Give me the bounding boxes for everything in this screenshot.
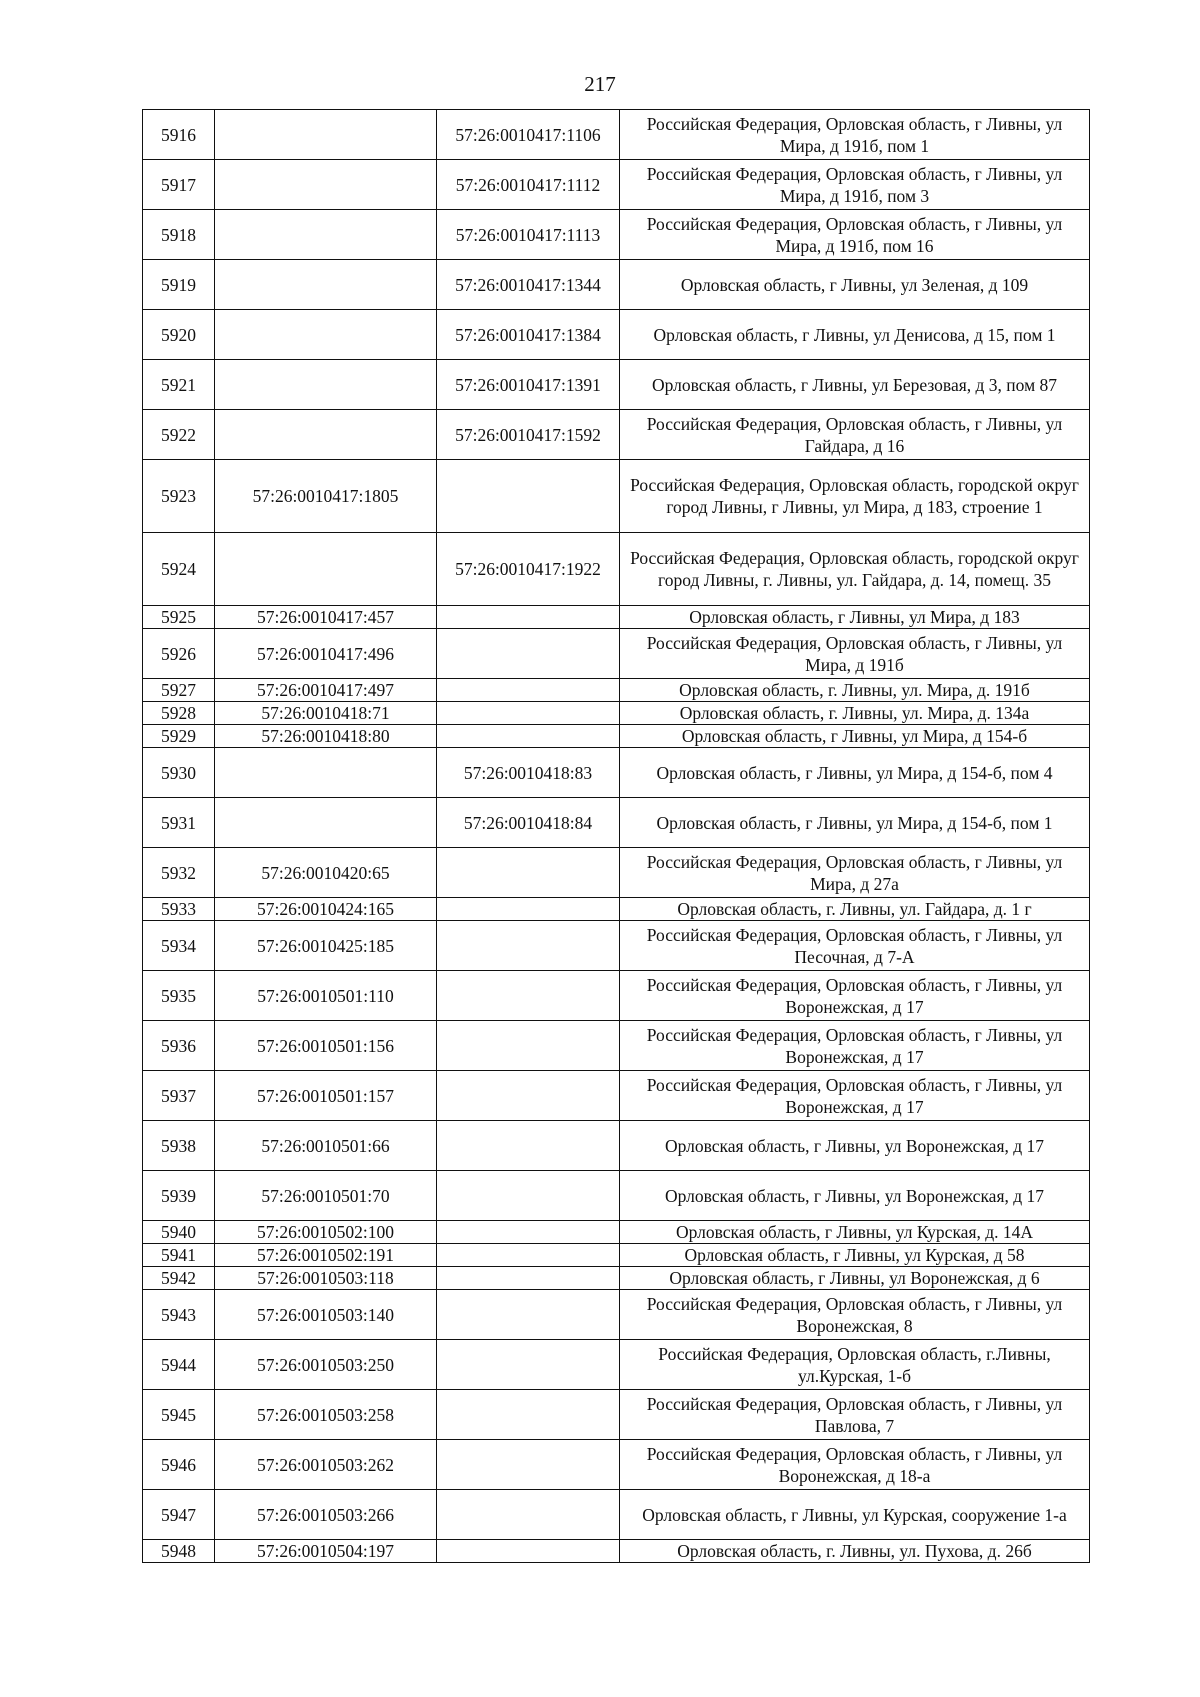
cadastral-number-cell: 57:26:0010502:191 (215, 1244, 437, 1267)
table-row (143, 629, 1090, 679)
table-row (143, 1490, 1090, 1540)
registry-table (142, 109, 1090, 1563)
row-number-cell: 5936 (143, 1021, 215, 1071)
address-cell: Орловская область, г Ливны, ул Воронежская, д 17 (620, 1121, 1090, 1171)
row-number-cell: 5939 (143, 1171, 215, 1221)
address-cell: Российская Федерация, Орловская область, г Ливны, ул Гайдара, д 16 (620, 410, 1090, 460)
cadastral-number-cell: 57:26:0010503:140 (215, 1290, 437, 1340)
cadastral-number-alt-cell (437, 1071, 620, 1121)
address-cell: Российская Федерация, Орловская область, г Ливны, ул Мира, д 27а (620, 848, 1090, 898)
address-cell: Российская Федерация, Орловская область, г Ливны, ул Воронежская, д 18-а (620, 1440, 1090, 1490)
cadastral-number-alt-cell (437, 921, 620, 971)
cadastral-number-alt-cell (437, 898, 620, 921)
address-cell: Российская Федерация, Орловская область, г Ливны, ул Воронежская, д 17 (620, 1021, 1090, 1071)
cadastral-number-cell: 57:26:0010503:250 (215, 1340, 437, 1390)
cadastral-number-alt-cell: 57:26:0010417:1106 (437, 110, 620, 160)
cadastral-number-alt-cell: 57:26:0010418:83 (437, 748, 620, 798)
cadastral-number-alt-cell: 57:26:0010417:1391 (437, 360, 620, 410)
cadastral-number-cell: 57:26:0010501:157 (215, 1071, 437, 1121)
cadastral-number-cell: 57:26:0010504:197 (215, 1540, 437, 1563)
address-cell: Российская Федерация, Орловская область, г Ливны, ул Мира, д 191б, пом 3 (620, 160, 1090, 210)
address-cell: Российская Федерация, Орловская область, городской округ город Ливны, г Ливны, ул Мира, д 183, строение 1 (620, 460, 1090, 533)
address-cell: Российская Федерация, Орловская область, г Ливны, ул Мира, д 191б (620, 629, 1090, 679)
row-number-cell: 5943 (143, 1290, 215, 1340)
cadastral-number-cell (215, 798, 437, 848)
row-number-cell: 5938 (143, 1121, 215, 1171)
cadastral-number-cell (215, 310, 437, 360)
table-row (143, 1340, 1090, 1390)
cadastral-number-cell (215, 210, 437, 260)
cadastral-number-alt-cell (437, 679, 620, 702)
table-row (143, 1171, 1090, 1221)
cadastral-number-alt-cell (437, 1290, 620, 1340)
cadastral-number-alt-cell (437, 1244, 620, 1267)
cadastral-number-alt-cell (437, 848, 620, 898)
cadastral-number-alt-cell (437, 606, 620, 629)
cadastral-number-cell: 57:26:0010418:80 (215, 725, 437, 748)
cadastral-number-alt-cell (437, 971, 620, 1021)
table-row (143, 971, 1090, 1021)
cadastral-number-cell (215, 110, 437, 160)
table-row (143, 1021, 1090, 1071)
table-row (143, 110, 1090, 160)
cadastral-number-alt-cell (437, 629, 620, 679)
cadastral-number-cell (215, 360, 437, 410)
address-cell: Российская Федерация, Орловская область, г Ливны, ул Мира, д 191б, пом 16 (620, 210, 1090, 260)
cadastral-number-alt-cell (437, 1021, 620, 1071)
table-row (143, 160, 1090, 210)
row-number-cell: 5948 (143, 1540, 215, 1563)
row-number-cell: 5941 (143, 1244, 215, 1267)
row-number-cell: 5940 (143, 1221, 215, 1244)
cadastral-number-cell: 57:26:0010417:1805 (215, 460, 437, 533)
cadastral-number-alt-cell: 57:26:0010417:1113 (437, 210, 620, 260)
cadastral-number-cell: 57:26:0010420:65 (215, 848, 437, 898)
address-cell: Орловская область, г Ливны, ул Воронежская, д 6 (620, 1267, 1090, 1290)
address-cell: Орловская область, г. Ливны, ул. Мира, д. 134а (620, 702, 1090, 725)
cadastral-number-cell (215, 533, 437, 606)
table-row (143, 1221, 1090, 1244)
row-number-cell: 5920 (143, 310, 215, 360)
table-row (143, 1244, 1090, 1267)
address-cell: Орловская область, г Ливны, ул Мира, д 154-б, пом 4 (620, 748, 1090, 798)
row-number-cell: 5918 (143, 210, 215, 260)
table-row (143, 848, 1090, 898)
row-number-cell: 5947 (143, 1490, 215, 1540)
row-number-cell: 5930 (143, 748, 215, 798)
row-number-cell: 5931 (143, 798, 215, 848)
row-number-cell: 5924 (143, 533, 215, 606)
cadastral-number-cell: 57:26:0010501:110 (215, 971, 437, 1021)
cadastral-number-cell: 57:26:0010424:165 (215, 898, 437, 921)
row-number-cell: 5935 (143, 971, 215, 1021)
cadastral-number-cell: 57:26:0010417:496 (215, 629, 437, 679)
page-number: 217 (584, 72, 616, 96)
address-cell: Орловская область, г Ливны, ул Березовая, д 3, пом 87 (620, 360, 1090, 410)
address-cell: Российская Федерация, Орловская область, г Ливны, ул Павлова, 7 (620, 1390, 1090, 1440)
row-number-cell: 5933 (143, 898, 215, 921)
address-cell: Орловская область, г Ливны, ул Мира, д 183 (620, 606, 1090, 629)
table-row (143, 533, 1090, 606)
cadastral-number-alt-cell (437, 702, 620, 725)
cadastral-number-cell: 57:26:0010501:156 (215, 1021, 437, 1071)
address-cell: Орловская область, г Ливны, ул Курская, сооружение 1-а (620, 1490, 1090, 1540)
row-number-cell: 5919 (143, 260, 215, 310)
cadastral-number-alt-cell (437, 460, 620, 533)
table-row (143, 1440, 1090, 1490)
address-cell: Российская Федерация, Орловская область, городской округ город Ливны, г. Ливны, ул. Гайдара, д. 14, помещ. 35 (620, 533, 1090, 606)
row-number-cell: 5922 (143, 410, 215, 460)
address-cell: Российская Федерация, Орловская область, г Ливны, ул Песочная, д 7-А (620, 921, 1090, 971)
cadastral-number-alt-cell (437, 1121, 620, 1171)
row-number-cell: 5917 (143, 160, 215, 210)
table-row (143, 210, 1090, 260)
address-cell: Орловская область, г Ливны, ул Курская, д. 14А (620, 1221, 1090, 1244)
table-row (143, 725, 1090, 748)
table-row (143, 260, 1090, 310)
address-cell: Орловская область, г. Ливны, ул. Гайдара, д. 1 г (620, 898, 1090, 921)
address-cell: Орловская область, г. Ливны, ул. Мира, д. 191б (620, 679, 1090, 702)
cadastral-number-cell: 57:26:0010503:258 (215, 1390, 437, 1440)
cadastral-number-alt-cell (437, 1267, 620, 1290)
address-cell: Российская Федерация, Орловская область, г.Ливны, ул.Курская, 1-б (620, 1340, 1090, 1390)
row-number-cell: 5944 (143, 1340, 215, 1390)
cadastral-number-cell (215, 260, 437, 310)
table-row (143, 679, 1090, 702)
cadastral-number-alt-cell (437, 725, 620, 748)
row-number-cell: 5942 (143, 1267, 215, 1290)
table-row (143, 1540, 1090, 1563)
table-row (143, 1390, 1090, 1440)
cadastral-number-alt-cell (437, 1390, 620, 1440)
table-row (143, 921, 1090, 971)
cadastral-number-cell: 57:26:0010417:457 (215, 606, 437, 629)
cadastral-number-cell (215, 160, 437, 210)
cadastral-number-alt-cell: 57:26:0010417:1592 (437, 410, 620, 460)
cadastral-number-cell: 57:26:0010425:185 (215, 921, 437, 971)
address-cell: Орловская область, г Ливны, ул Воронежская, д 17 (620, 1171, 1090, 1221)
cadastral-number-cell: 57:26:0010502:100 (215, 1221, 437, 1244)
table-row (143, 798, 1090, 848)
address-cell: Орловская область, г Ливны, ул Курская, д 58 (620, 1244, 1090, 1267)
registry-table-body (143, 110, 1090, 1563)
address-cell: Российская Федерация, Орловская область, г Ливны, ул Воронежская, 8 (620, 1290, 1090, 1340)
address-cell: Орловская область, г Ливны, ул Зеленая, д 109 (620, 260, 1090, 310)
table-row (143, 898, 1090, 921)
table-row (143, 360, 1090, 410)
cadastral-number-cell (215, 748, 437, 798)
cadastral-number-alt-cell (437, 1540, 620, 1563)
row-number-cell: 5926 (143, 629, 215, 679)
table-row (143, 1267, 1090, 1290)
cadastral-number-cell: 57:26:0010501:66 (215, 1121, 437, 1171)
row-number-cell: 5945 (143, 1390, 215, 1440)
row-number-cell: 5932 (143, 848, 215, 898)
row-number-cell: 5946 (143, 1440, 215, 1490)
table-row (143, 1071, 1090, 1121)
row-number-cell: 5921 (143, 360, 215, 410)
address-cell: Орловская область, г Ливны, ул Мира, д 154-б, пом 1 (620, 798, 1090, 848)
address-cell: Российская Федерация, Орловская область, г Ливны, ул Мира, д 191б, пом 1 (620, 110, 1090, 160)
row-number-cell: 5937 (143, 1071, 215, 1121)
row-number-cell: 5934 (143, 921, 215, 971)
cadastral-number-cell: 57:26:0010417:497 (215, 679, 437, 702)
cadastral-number-alt-cell: 57:26:0010418:84 (437, 798, 620, 848)
cadastral-number-cell (215, 410, 437, 460)
cadastral-number-cell: 57:26:0010503:118 (215, 1267, 437, 1290)
address-cell: Орловская область, г Ливны, ул Мира, д 154-б (620, 725, 1090, 748)
cadastral-number-alt-cell: 57:26:0010417:1344 (437, 260, 620, 310)
address-cell: Российская Федерация, Орловская область, г Ливны, ул Воронежская, д 17 (620, 1071, 1090, 1121)
table-row (143, 1290, 1090, 1340)
cadastral-number-cell: 57:26:0010503:262 (215, 1440, 437, 1490)
row-number-cell: 5929 (143, 725, 215, 748)
table-row (143, 702, 1090, 725)
row-number-cell: 5927 (143, 679, 215, 702)
table-row (143, 606, 1090, 629)
cadastral-number-cell: 57:26:0010418:71 (215, 702, 437, 725)
address-cell: Орловская область, г Ливны, ул Денисова, д 15, пом 1 (620, 310, 1090, 360)
row-number-cell: 5928 (143, 702, 215, 725)
cadastral-number-cell: 57:26:0010501:70 (215, 1171, 437, 1221)
table-row (143, 460, 1090, 533)
row-number-cell: 5923 (143, 460, 215, 533)
cadastral-number-alt-cell (437, 1340, 620, 1390)
cadastral-number-alt-cell: 57:26:0010417:1384 (437, 310, 620, 360)
cadastral-number-alt-cell (437, 1221, 620, 1244)
table-row (143, 310, 1090, 360)
address-cell: Орловская область, г. Ливны, ул. Пухова, д. 26б (620, 1540, 1090, 1563)
cadastral-number-alt-cell: 57:26:0010417:1112 (437, 160, 620, 210)
table-row (143, 748, 1090, 798)
row-number-cell: 5916 (143, 110, 215, 160)
cadastral-number-alt-cell (437, 1440, 620, 1490)
row-number-cell: 5925 (143, 606, 215, 629)
table-row (143, 410, 1090, 460)
cadastral-number-cell: 57:26:0010503:266 (215, 1490, 437, 1540)
cadastral-number-alt-cell (437, 1490, 620, 1540)
cadastral-number-alt-cell (437, 1171, 620, 1221)
cadastral-number-alt-cell: 57:26:0010417:1922 (437, 533, 620, 606)
address-cell: Российская Федерация, Орловская область, г Ливны, ул Воронежская, д 17 (620, 971, 1090, 1021)
table-row (143, 1121, 1090, 1171)
